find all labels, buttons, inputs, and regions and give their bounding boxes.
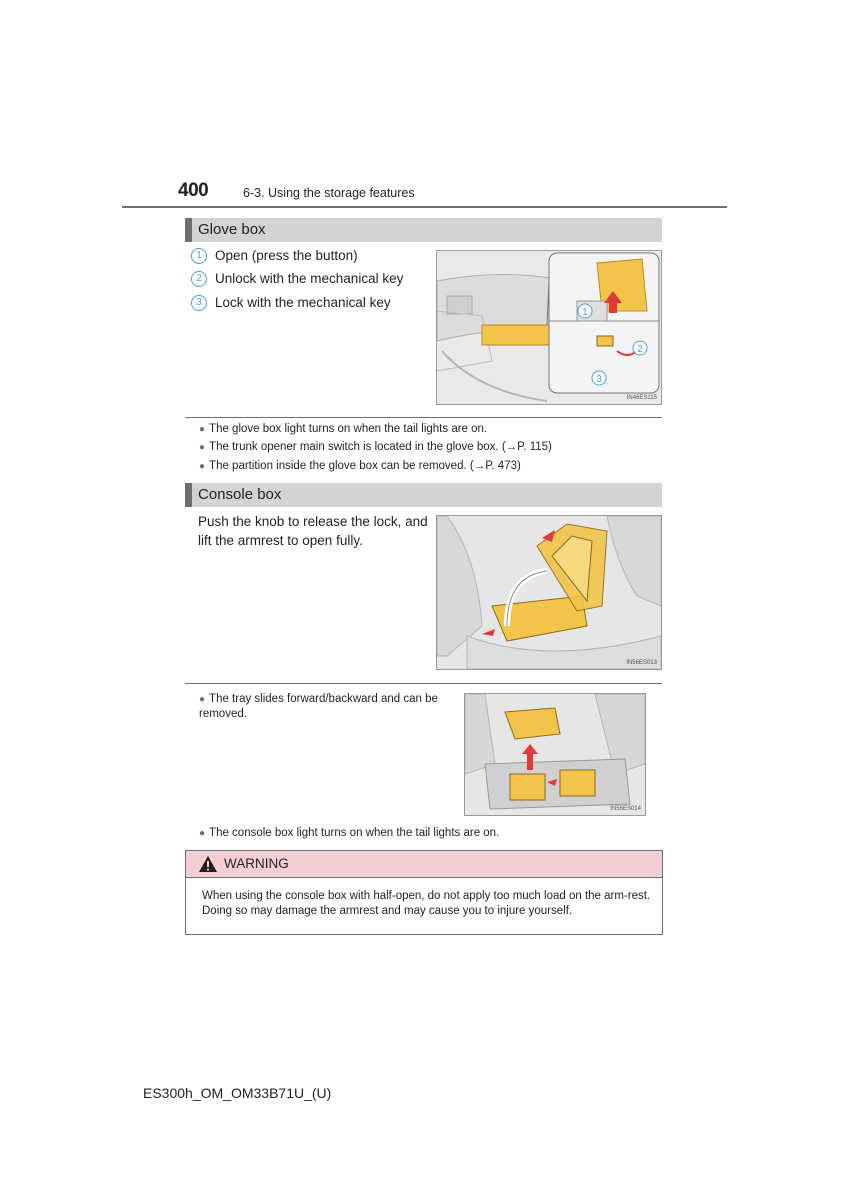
warning-text: When using the console box with half-open, do not apply too much load on the arm-rest. Doing so may damage the armrest and may cause you to injure yourself. <box>202 890 651 917</box>
header-rule <box>122 206 727 208</box>
warning-label: WARNING <box>224 856 289 871</box>
notes-divider <box>185 417 662 418</box>
figure-code: IN56ES014 <box>610 806 641 812</box>
console-box-heading <box>185 483 662 507</box>
glove-note-3 <box>199 460 521 472</box>
console-box-drawing <box>437 516 661 669</box>
glove-box-drawing <box>437 251 661 404</box>
step-text: Unlock with the mechanical key <box>215 271 404 286</box>
warning-header <box>186 851 662 878</box>
callout-2: 2 <box>637 344 643 355</box>
note-text: The console box light turns on when the tail lights are on. <box>209 827 500 839</box>
console-instruction: Push the knob to release the lock, and lift the armrest to open fully. <box>198 514 428 548</box>
tray-highlight <box>505 708 560 739</box>
glove-box-title: Glove box <box>198 221 266 238</box>
glove-note-2 <box>199 441 552 453</box>
tray-illustration <box>464 693 646 816</box>
figure-code: IN56ES013 <box>626 660 657 666</box>
glove-box-heading <box>185 218 662 242</box>
tray-drawing <box>465 694 645 815</box>
console-box-illustration <box>436 515 662 670</box>
bullet-icon: ● <box>199 828 206 839</box>
glove-step-2 <box>191 271 403 289</box>
page-number: 400 <box>178 180 209 201</box>
console-box-title: Console box <box>198 486 282 503</box>
glove-box-illustration <box>436 250 662 405</box>
warning-icon <box>198 855 218 873</box>
step-number-icon: 2 <box>191 271 207 287</box>
warning-box <box>185 850 663 935</box>
console-notes-divider <box>185 683 662 684</box>
callout-3: 3 <box>596 374 602 385</box>
running-head: 6-3. Using the storage features <box>243 186 415 200</box>
step-number-icon: 3 <box>191 295 207 311</box>
note-text: The glove box light turns on when the tail lights are on. <box>209 423 488 435</box>
console-light-note <box>199 827 499 839</box>
glove-box-highlight <box>482 325 552 345</box>
glove-step-1 <box>191 248 358 266</box>
glove-note-1 <box>199 423 487 435</box>
document-id: ES300h_OM_OM33B71U_(U) <box>143 1085 332 1101</box>
bullet-icon: ● <box>199 424 206 435</box>
note-text: The tray slides forward/backward and can be removed. <box>199 693 438 720</box>
bullet-icon: ● <box>199 442 206 453</box>
bullet-icon: ● <box>199 461 206 472</box>
glove-step-3 <box>191 295 391 313</box>
tray-note <box>199 692 459 722</box>
bullet-icon: ● <box>199 694 206 705</box>
note-text: The partition inside the glove box can be removed. (→P. 473) <box>209 460 521 472</box>
note-text: The trunk opener main switch is located in the glove box. (→P. 115) <box>209 441 552 453</box>
callout-1: 1 <box>582 307 588 318</box>
step-text: Open (press the button) <box>215 248 358 263</box>
step-text: Lock with the mechanical key <box>215 295 391 310</box>
step-number-icon: 1 <box>191 248 207 264</box>
figure-code: IN46ES115 <box>626 395 657 401</box>
